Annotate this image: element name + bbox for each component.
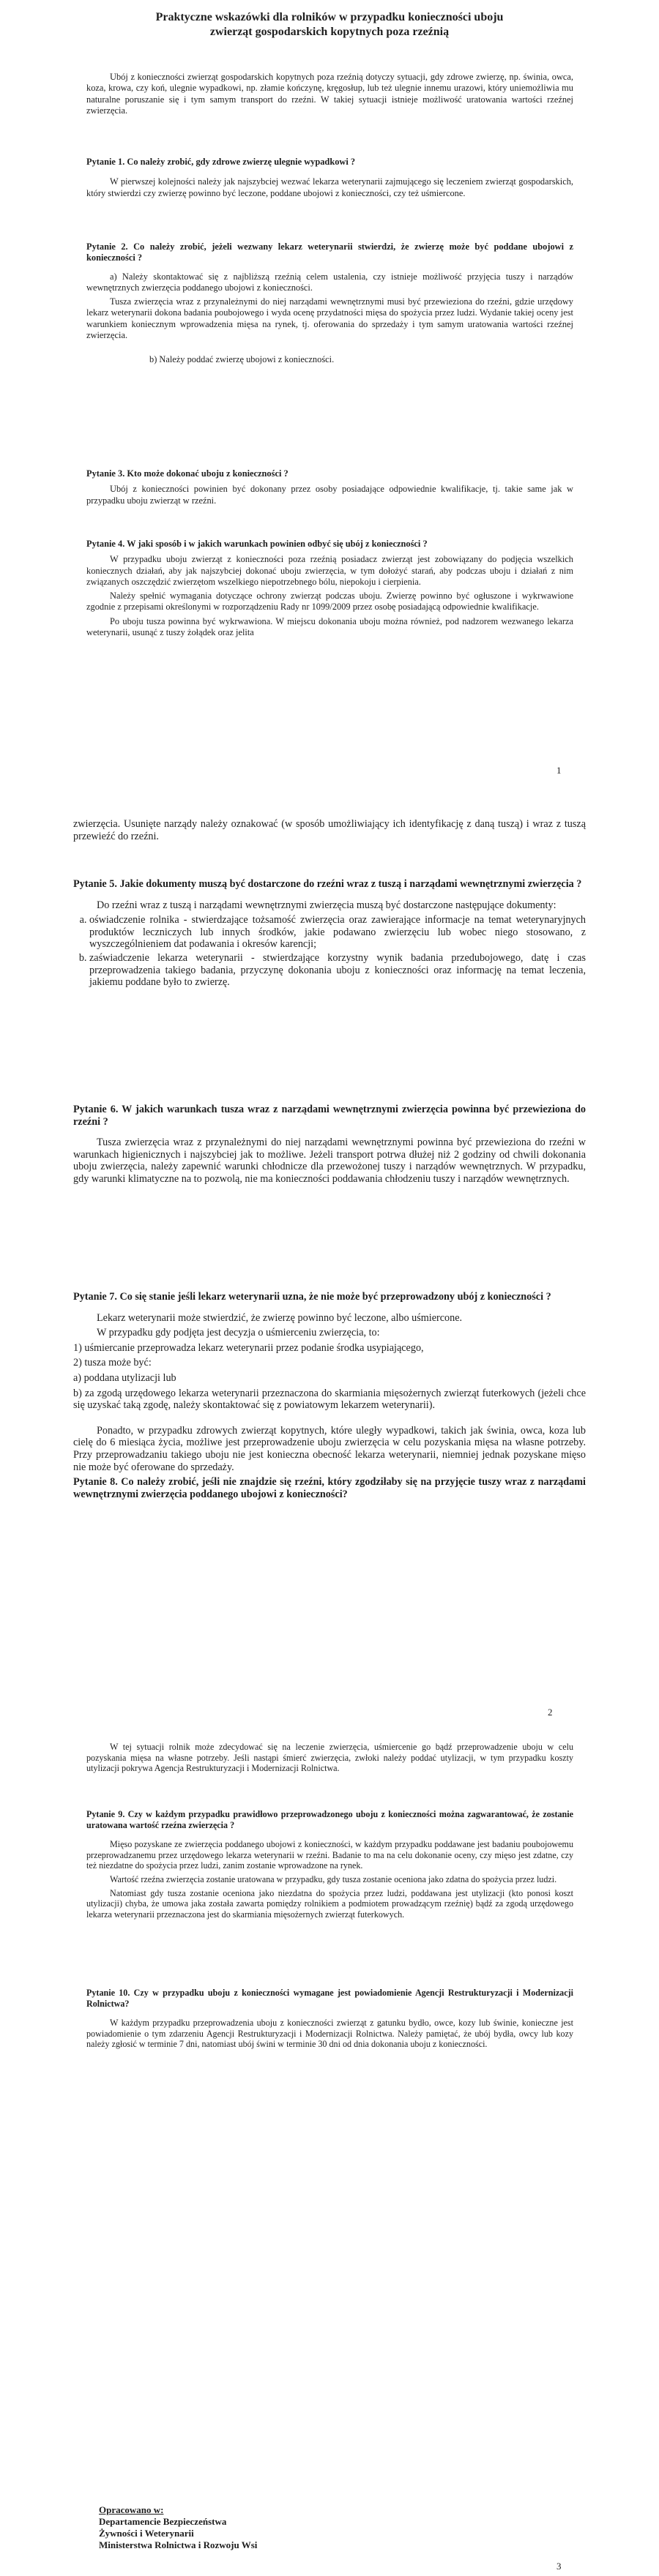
answer-7-paragraph-2: W przypadku gdy podjęta jest decyzja o uśmierceniu zwierzęcia, to:: [97, 1327, 380, 1339]
footer: [99, 2504, 406, 2551]
answer-9-paragraph-2: Wartość rzeźna zwierzęcia zostanie uratowana w przypadku, gdy tusza zostanie oceniona jako zdatna do spożycia przez ludzi.: [110, 1873, 557, 1884]
answer-9-paragraph-1: Mięso pozyskane ze zwierzęcia poddanego ubojowi z konieczności, w każdym przypadku poddawane jest badaniu poubojowemu przeprowadzanemu przez urzędowego lekarza weterynarii w rzeźni. Badanie to ma na celu dokonanie oceny, czy mięso jest zdatne, czy też niezdatne do spożycia przez ludzi, zanim zostanie wprowadzone na rynek.: [86, 1839, 573, 1871]
footer-label: Opracowano w:: [99, 2504, 164, 2515]
answer-7-list-b: b) za zgodą urzędowego lekarza weterynarii przeznaczona do skarmiania mięsożernych zwierząt futerkowych (jeżeli chce się uzyskać taką zgodę, należy skontaktować się z powiatowym lekarzem weterynarii).: [73, 1387, 586, 1412]
page-1: [0, 0, 659, 812]
document-title: [88, 10, 571, 40]
page-number-3: 3: [556, 2561, 562, 2572]
documents-list: [73, 914, 586, 989]
question-1-section: [86, 157, 573, 202]
answer-6: Tusza zwierzęcia wraz z przynależnymi do niej narządami wewnętrznymi powinna być przewieziona do rzeźni w warunkach higienicznych i najszybciej jak to możliwe. Jeżeli transport potrwa dłużej niż 2 godziny od chwili dokonania uboju zwierzęcia, należy zapewnić warunki chłodnicze dla przewożonej tuszy i narządów wewnętrznych. W przypadku, gdy warunki klimatyczne na to pozwolą, nie ma konieczności poddawania chłodzeniu tuszy i narządów wewnętrznych.: [73, 1137, 586, 1185]
question-3: Pytanie 3. Kto może dokonać uboju z konieczności ?: [86, 468, 288, 479]
question-7-section: [73, 1291, 586, 1503]
continuation-section: [73, 818, 586, 845]
answer-7-paragraph-1: Lekarz weterynarii może stwierdzić, że zwierzę powinno być leczone, albo uśmiercone.: [97, 1311, 463, 1324]
title-line-1: Praktyczne wskazówki dla rolników w przypadku konieczności uboju: [155, 11, 504, 23]
question-10: Pytanie 10. Czy w przypadku uboju z konieczności wymagane jest powiadomienie Agencji Restrukturyzacji i Modernizacji Rolnictwa?: [86, 1988, 573, 2009]
footer-line-3: Ministerstwa Rolnictwa i Rozwoju Wsi: [99, 2539, 258, 2550]
question-3-section: [86, 468, 573, 509]
continuation-paragraph: zwierzęcia. Usunięte narządy należy oznakować (w sposób umożliwiający ich identyfikację z daną tuszą) i wraz z tuszą przewieźć do rzeźni.: [73, 818, 586, 842]
page-number-1: 1: [556, 765, 562, 776]
answer-2-a: a) Należy skontaktować się z najbliższą rzeźnią celem ustalenia, czy istnieje możliwość przyjęcia tuszy i narządów wewnętrznych zwierzęcia poddanego ubojowi z konieczności.: [86, 271, 573, 293]
question-1: Pytanie 1. Co należy zrobić, gdy zdrowe zwierzę ulegnie wypadkowi ?: [86, 157, 356, 167]
question-5-section: [73, 878, 586, 990]
intro-paragraph: Ubój z konieczności zwierząt gospodarskich kopytnych poza rzeźnią dotyczy sytuacji, gdy zdrowe zwierzę, np. świnia, owca, koza, krowa, czy koń, ulegnie wypadkowi, np. złamie kończynę, kręgosłup, lub też ulegnie innemu urazowi, który uniemożliwia mu naturalne poruszanie się i tym samym transport do rzeźni. W takiej sytuacji istnieje możliwość uratowania wartości rzeźnej zwierzęcia.: [86, 72, 573, 116]
intro-section: [86, 72, 573, 119]
answer-4-paragraph-3: Po uboju tusza powinna być wykrwawiona. W miejscu dokonania uboju można również, pod nadzorem wezwanego lekarza weterynarii, usunąć z tuszy żołądek oraz jelita: [86, 615, 573, 638]
question-2-section: [86, 242, 573, 369]
footer-line-1: Departamencie Bezpieczeństwa: [99, 2516, 227, 2527]
list-item: b. zaświadczenie lekarza weterynarii - stwierdzające korzystny wynik badania przedubojowego, datę i czas przeprowadzenia takiego badania, przyczynę dokonania uboju z konieczności oraz informację na temat leczenia, jakiemu poddane było to zwierzę.: [89, 952, 586, 989]
footer-line-2: Żywności i Weterynarii: [99, 2528, 194, 2539]
question-9-section: [86, 1809, 573, 1922]
answer-10: W każdym przypadku przeprowadzenia uboju z konieczności zwierząt z gatunku bydło, owce, kozy lub świnie, konieczne jest powiadomienie o tym zdarzeniu Agencji Restrukturyzacji i Modernizacji Rolnictwa. Należy pamiętać, że ubój bydła, owcy lub kozy należy zgłosić w terminie 7 dni, natomiast ubój świni w terminie 30 dni od dnia dokonania uboju z konieczności.: [86, 2018, 573, 2050]
question-6: Pytanie 6. W jakich warunkach tusza wraz z narządami wewnętrznymi zwierzęcia powinna być przewieziona do rzeźni ?: [73, 1104, 586, 1128]
answer-8-paragraph: W tej sytuacji rolnik może zdecydować się na leczenie zwierzęcia, uśmiercenie go bądź przeprowadzenie uboju w celu pozyskania mięsa na własne potrzeby. Jeśli nastąpi śmierć zwierzęcia, zwłoki należy poddać utylizacji, w tym przypadku koszty utylizacji pokrywa Agencja Restrukturyzacji i Modernizacji Rolnictwa.: [86, 1742, 573, 1774]
question-10-section: [86, 1988, 573, 2053]
answer-1: W pierwszej kolejności należy jak najszybciej wezwać lekarza weterynarii zajmującego się leczeniem zwierząt gospodarskich, który stwierdzi czy zwierzę powinno być leczone, poddane ubojowi z konieczności, czy też uśmiercone.: [86, 176, 573, 198]
question-4: Pytanie 4. W jaki sposób i w jakich warunkach powinien odbyć się ubój z konieczności ?: [86, 539, 428, 549]
answer-4-paragraph-1: W przypadku uboju zwierząt z konieczności poza rzeźnią posiadacz zwierząt jest zobowiązany do podjęcia wszelkich koniecznych działań, aby jak najszybciej dokonać uboju zwierzęcia, w tym dołożyć starań, aby podczas uboju i działań z nim związanych oszczędzić zwierzętom wszelkiego niepotrzebnego bólu, niepokoju i cierpienia.: [86, 554, 573, 587]
answer-9-paragraph-3: Natomiast gdy tusza zostanie oceniona jako niezdatna do spożycia przez ludzi, poddawana jest utylizacji (kto ponosi koszt utylizacji) chyba, że umowa jaka została zawarta pomiędzy rolnikiem a podmiotem prowadzącym rzeźnię) bądź za zgodą urzędowego lekarza weterynarii przeznaczona jest do skarmiania mięsożernych zwierząt futerkowych.: [86, 1887, 573, 1920]
answer-2-b: b) Należy poddać zwierzę ubojowi z konieczności.: [149, 354, 335, 365]
answer-7-list-2: 2) tusza może być:: [73, 1357, 152, 1369]
question-4-section: [86, 539, 573, 641]
question-5: Pytanie 5. Jakie dokumenty muszą być dostarczone do rzeźni wraz z tuszą i narządami wewnętrznymi zwierzęcia ?: [73, 878, 582, 890]
question-8: Pytanie 8. Co należy zrobić, jeśli nie znajdzie się rzeźni, który zgodziłaby się na przyjęcie tuszy wraz z narządami wewnętrznymi zwierzęcia poddanego ubojowi z konieczności?: [73, 1476, 586, 1500]
question-6-section: [73, 1104, 586, 1188]
title-line-2: zwierząt gospodarskich kopytnych poza rzeźnią: [209, 26, 450, 38]
answer-7-list-1: 1) uśmiercanie przeprowadza lekarz weterynarii przez podanie środka usypiającego,: [73, 1341, 424, 1354]
answer-8-section: [86, 1742, 573, 1777]
page-2: [0, 812, 659, 1727]
page-3: [0, 1727, 659, 2576]
question-2: Pytanie 2. Co należy zrobić, jeżeli wezwany lekarz weterynarii stwierdzi, że zwierzę może być poddane ubojowi z konieczności ?: [86, 242, 573, 263]
answer-7-list-a: a) poddana utylizacji lub: [73, 1371, 176, 1384]
answer-5-intro: Do rzeźni wraz z tuszą i narządami wewnętrznymi zwierzęcia muszą być dostarczone następujące dokumenty:: [97, 899, 556, 911]
answer-3: Ubój z konieczności powinien być dokonany przez osoby posiadające odpowiednie kwalifikacje, tj. takie same jak w przypadku uboju zwierząt w rzeźni.: [86, 484, 573, 506]
list-item: a. oświadczenie rolnika - stwierdzające tożsamość zwierzęcia oraz zawierające informacje na temat weterynaryjnych produktów leczniczych lub innych środków, jakie podawano zwierzęciu lub wobec niego stosowano, z wyszczególnieniem dat podawania i okresów karencji;: [89, 914, 586, 951]
question-9: Pytanie 9. Czy w każdym przypadku prawidłowo przeprowadzonego uboju z konieczności można zagwarantować, że zostanie uratowana wartość rzeźna zwierzęcia ?: [86, 1809, 573, 1830]
answer-7-paragraph-3: Ponadto, w przypadku zdrowych zwierząt kopytnych, które uległy wypadkowi, takich jak świnia, owca, koza lub cielę do 6 miesiąca życia, możliwe jest przeprowadzenie uboju zwierzęcia w celu pozyskania mięsa na własne potrzeby. Przy przeprowadzaniu takiego uboju nie jest konieczna obecność lekarza weterynarii, niemniej jednak pozyskane mięso nie może być oferowane do sprzedaży.: [73, 1424, 586, 1473]
page-number-2: 2: [548, 1707, 553, 1718]
answer-4-paragraph-2: Należy spełnić wymagania dotyczące ochrony zwierząt podczas uboju. Zwierzę powinno być ogłuszone i wykrwawione zgodnie z przepisami określonymi w rozporządzeniu Rady nr 1099/2009 przez osobę posiadającą odpowiednie kwalifikacje.: [86, 591, 573, 613]
answer-2-text: Tusza zwierzęcia wraz z przynależnymi do niej narządami wewnętrznymi musi być przewieziona do rzeźni, gdzie urzędowy lekarz weterynarii dokona badania poubojowego i wyda ocenę przydatności mięsa do spożycia przez ludzi. Wydanie takiej oceny jest warunkiem koniecznym wprowadzenia mięsa na rynek, tj. oferowania do sprzedaży i tym samym uratowania wartości rzeźnej zwierzęcia.: [86, 296, 573, 341]
question-7: Pytanie 7. Co się stanie jeśli lekarz weterynarii uzna, że nie może być przeprowadzony ubój z konieczności ?: [73, 1291, 551, 1303]
